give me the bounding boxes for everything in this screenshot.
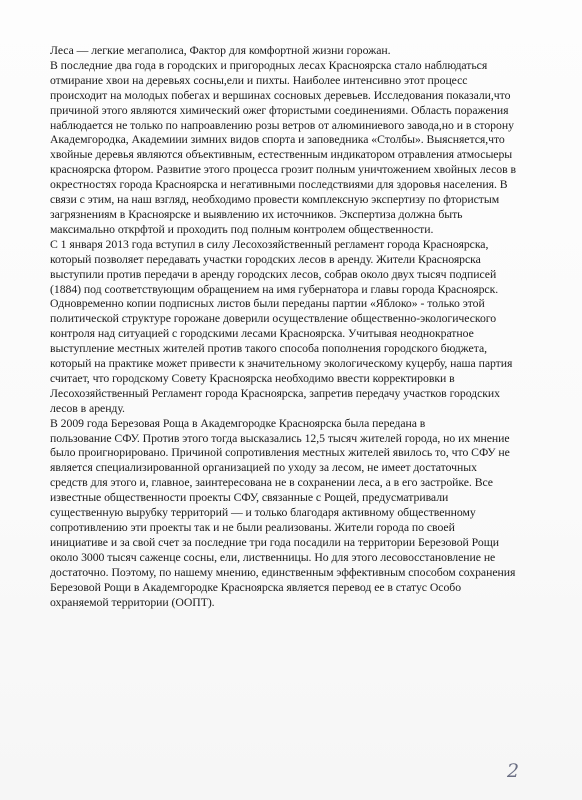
- text-line: отмирание хвои на деревьях сосны,ели и пихты. Наиболее интенсивно этот процесс: [50, 73, 468, 87]
- paragraph: [50, 417, 560, 611]
- text-line: известные общественности проекты СФУ, связанные с Рощей, предусматривали: [50, 491, 449, 505]
- paragraph: [50, 238, 560, 417]
- document-body: [50, 44, 560, 610]
- text-line: пользование СФУ. Против этого тогда высказались 12,5 тысяч жителей города, но их мнение: [50, 431, 510, 445]
- text-line: причиной этого являются химический ожег фтористыми соединениями. Область поражения: [50, 103, 509, 117]
- text-line: сопротивлению эти проекты так и не были реализованы. Жители города по своей: [50, 521, 455, 534]
- text-line: максимально открфтой и проходить под полным контролем общественности.: [50, 222, 434, 236]
- text-line: средств для этого и, главное, заинтересована не в сохранении леса, а в его застройке. Все: [50, 476, 493, 490]
- text-line: С 1 января 2013 года вступил в силу Лесохозяйственный регламент города Красноярска,: [50, 237, 489, 251]
- text-line: который позволяет передавать участки городских лесов в аренду. Жители Красноярска: [50, 252, 481, 266]
- text-line: Березовой Рощи в Академгородке Красноярска является перевод ее в статус Особо: [50, 580, 462, 594]
- text-line: Академгородка, Академиии зимних видов спорта и заповедника «Столбы». Выясняется,что: [50, 133, 505, 147]
- text-line: В последние два года в городских и пригородных лесах Красноярска стало наблюдаться: [50, 58, 488, 72]
- text-line: красноярска фтором. Развитие этого процесса грозит полным уничтожением хвойных лесов в: [50, 163, 516, 177]
- text-line: связи с этим, на наш взгляд, необходимо провести комплексную экспертизу по фтористым: [50, 193, 500, 207]
- text-line: происходит на молодых побегах и вершинах сосновых деревьев. Исследования показали,что: [50, 88, 511, 102]
- text-line: Одновременно копии подписных листов были переданы партии «Яблоко» - только этой: [50, 297, 485, 311]
- text-line: достаточно. Поэтому, по нашему мнению, единственным эффективным способом сохранения: [50, 565, 516, 579]
- paragraph: [50, 59, 560, 238]
- text-line: (1884) под соответствующим обращением на имя губернатора и главы города Красноярск.: [50, 282, 499, 296]
- text-line: загрязнениям в Красноярске и выявлению их источников. Экспертиза должна быть: [50, 207, 463, 221]
- text-line: контроля над ситуацией с городскими лесами Красноярска. Учитывая неоднократное: [50, 327, 474, 341]
- page-number: 2: [507, 760, 520, 782]
- text-line: Леса — легкие мегаполиса, Фактор для комфортной жизни горожан.: [50, 44, 391, 57]
- text-line: инициативе и за свой счет за последние три года посадили на территории Березовой Рощи: [50, 535, 499, 549]
- text-line: выступление местных жителей против такого способа пополнения городского бюджета,: [50, 342, 487, 356]
- text-line: около 3000 тысяч саженце сосны, ели, лиственницы. Но для этого лесовосстановление не: [50, 550, 496, 564]
- text-line: выступили против передачи в аренду городских лесов, собрав около двух тысяч подписей: [50, 267, 497, 281]
- text-line: охраняемой территории (ООПТ).: [50, 595, 215, 609]
- text-line: наблюдается не только по напроавлению розы ветров от алюминиевого завода,но и в сторону: [50, 118, 514, 132]
- text-line: является специализированной организацией по уходу за лесом, не имеет достаточных: [50, 461, 477, 475]
- text-line: было проигнорировано. Причиной сопротивления местных жителей явилось то, что СФУ не: [50, 446, 510, 460]
- text-line: лесов в аренду.: [50, 401, 125, 415]
- text-line: существенную вырубку территорий — и только благодаря активному общественному: [50, 506, 476, 520]
- text-line: окрестностях города Красноярска и негативными последствиями для здоровья населения. В: [50, 178, 508, 192]
- text-line: хвойные деревья являются объективным, естественным индикатором отравления атмосыеры: [50, 148, 513, 162]
- text-line: В 2009 года Березовая Роща в Академгородке Красноярска была передана в: [50, 416, 426, 430]
- text-line: политической структуре горожане доверили осуществление общественно-экологического: [50, 312, 497, 326]
- paragraph: [50, 44, 560, 59]
- text-line: Лесохозяйственный Регламент города Красноярска, запретив передачу участков городских: [50, 386, 500, 400]
- text-line: считает, что городскому Совету Красноярска необходимо ввести корректировки в: [50, 371, 455, 385]
- text-line: который на практике может привести к значительному экологическому куцербу, наша партия: [50, 357, 513, 371]
